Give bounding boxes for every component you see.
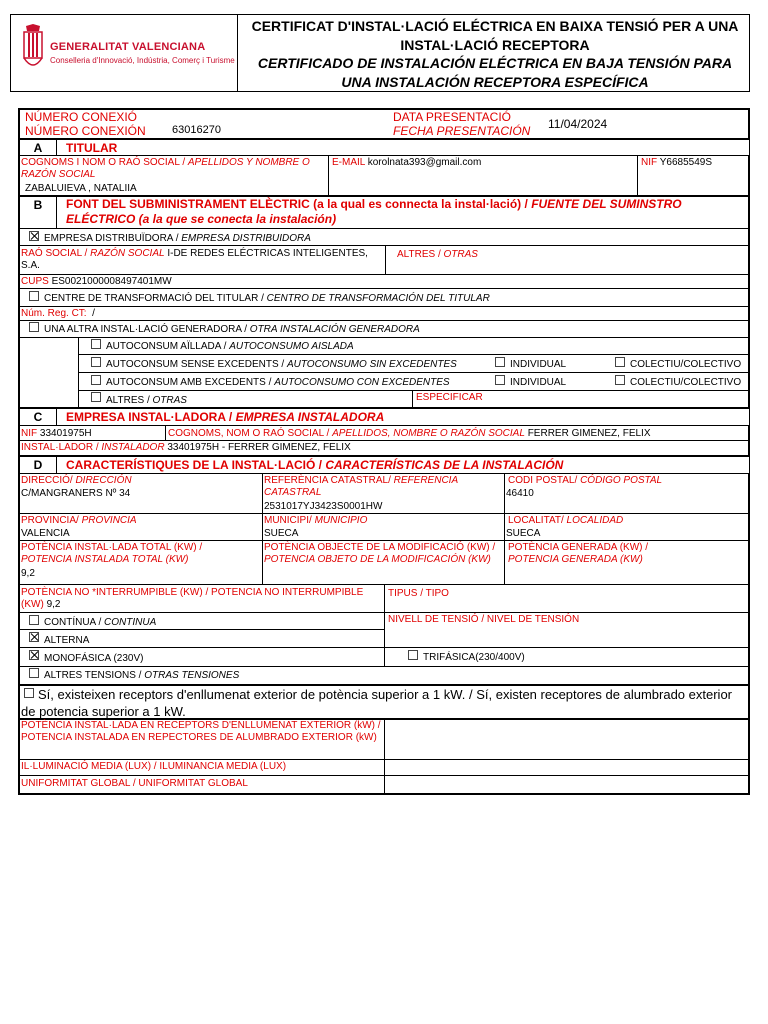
continua-checkbox[interactable] <box>29 615 39 625</box>
titular-nif: NIF Y6685549S <box>641 157 712 168</box>
autoconsum-sense-label: AUTOCONSUM SENSE EXCEDENTS / AUTOCONSUMO SIN EXCEDENTES <box>106 359 457 370</box>
section-a-header <box>20 140 749 156</box>
altres-tensions-checkbox[interactable] <box>29 668 39 678</box>
altra-generadora-label: UNA ALTRA INSTAL·LACIÓ GENERADORA / OTRA INSTALACIÓN GENERADORA <box>44 324 420 335</box>
referencia-catastral-label: REFERÈNCIA CATASTRAL/ REFERENCIA CATASTRAL <box>264 475 458 498</box>
sense-individual-checkbox[interactable] <box>495 357 505 367</box>
amb-individual-label: INDIVIDUAL <box>510 377 567 388</box>
titular-name-label: COGNOMS I NOM O RAÓ SOCIAL / APELLIDOS Y NOMBRE O RAZÓN SOCIAL <box>21 157 310 180</box>
amb-colectiu-label: COLECTIU/COLECTIVO <box>630 377 742 388</box>
autoconsum-amb-label: AUTOCONSUM AMB EXCEDENTS / AUTOCONSUMO CON EXCEDENTES <box>106 377 450 388</box>
section-d-header <box>20 457 749 473</box>
org-name: GENERALITAT VALENCIANA <box>50 41 206 53</box>
section-letter: A <box>33 141 43 155</box>
gv-logo <box>20 24 46 80</box>
autoconsum-sense-checkbox[interactable] <box>91 357 101 367</box>
empresa-distribuidora-label: EMPRESA DISTRIBUÏDORA / EMPRESA DISTRIBUIDORA <box>44 233 311 244</box>
provincia-value: VALENCIA <box>21 528 70 539</box>
empresa-distribuidora-checkbox[interactable] <box>29 231 39 241</box>
continua-label: CONTÍNUA / CONTINUA <box>44 617 157 628</box>
municipi-label: MUNICIPI/ MUNICIPIO <box>264 515 368 526</box>
autoconsum-aillada-checkbox[interactable] <box>91 339 101 349</box>
trifasica-label: TRIFÁSICA(230/400V) <box>423 652 525 663</box>
num-conexion-es: NÚMERO CONEXIÓN <box>25 124 146 138</box>
alterna-checkbox[interactable] <box>29 632 39 642</box>
direccio-value: C/MANGRANERS Nº 34 <box>21 488 131 499</box>
nivell-tensio-label: NIVELL DE TENSIÓ / NIVEL DE TENSIÓN <box>388 614 580 625</box>
section-b-header <box>20 197 749 227</box>
titular-email: E-MAIL korolnata393@gmail.com <box>332 157 482 168</box>
potencia-total-label: POTÈNCIA INSTAL·LADA TOTAL (KW) / POTENCIA INSTALADA TOTAL (KW) <box>21 542 203 565</box>
num-conexion-value: 63016270 <box>172 124 221 136</box>
direccio-label: DIRECCIÓ/ DIRECCIÓN <box>21 475 132 486</box>
trifasica-checkbox[interactable] <box>408 650 418 660</box>
instaladora-name: COGNOMS, NOM O RAÓ SOCIAL / APELLIDOS, NOMBRE O RAZÓN SOCIAL FERRER GIMENEZ, FELIX <box>168 428 651 439</box>
amb-individual-checkbox[interactable] <box>495 375 505 385</box>
altres-generadora-label: ALTRES / OTRAS <box>106 395 187 406</box>
section-letter: B <box>33 198 43 212</box>
data-presentacio-ca: DATA PRESENTACIÓ <box>393 110 512 124</box>
sense-colectiu-checkbox[interactable] <box>615 357 625 367</box>
razon-social-row: RAÓ SOCIAL / RAZÓN SOCIAL I-DE REDES ELÉCTRICAS INTELIGENTES, <box>21 248 368 259</box>
localitat-label: LOCALITAT/ LOCALIDAD <box>508 515 624 526</box>
fecha-presentacion-es: FECHA PRESENTACIÓN <box>393 124 531 138</box>
section-title: CARACTERÍSTIQUES DE LA INSTAL·LACIÓ / CARACTERÍSTICAS DE LA INSTALACIÓN <box>66 458 564 472</box>
titular-name-value: ZABALUIEVA , NATALIIA <box>25 183 137 194</box>
instalador-row: INSTAL·LADOR / INSTALADOR 33401975H - FERRER GIMENEZ, FELIX <box>21 442 351 453</box>
sense-individual-label: INDIVIDUAL <box>510 359 567 370</box>
monofasica-label: MONOFÁSICA (230V) <box>44 653 144 664</box>
especificar-label: ESPECIFICAR <box>416 392 483 403</box>
provincia-label: PROVINCIA/ PROVINCIA <box>21 515 137 526</box>
title-es: CERTIFICADO DE INSTALACIÓN ELÉCTRICA EN BAJA TENSIÓN PARA UNA INSTALACIÓN RECEPTORA ESPECÍFICA <box>257 55 733 90</box>
altres-tensions-label: ALTRES TENSIONS / OTRAS TENSIONES <box>44 670 240 681</box>
alterna-label: ALTERNA <box>44 635 90 646</box>
coat-of-arms-icon <box>20 24 46 80</box>
org-dept: Conselleria d'Innovació, Indústria, Comerç i Turisme <box>50 56 235 65</box>
instaladora-nif: NIF 33401975H <box>21 428 92 439</box>
num-conexio-ca: NÚMERO CONEXIÓ <box>25 110 138 124</box>
section-letter: D <box>33 458 43 472</box>
altres-label: ALTRES / OTRAS <box>397 249 478 260</box>
uniformitat-global-label: UNIFORMITAT GLOBAL / UNIFORMITAT GLOBAL <box>21 778 248 789</box>
razon-social-value-2: S.A. <box>21 260 40 271</box>
autoconsum-amb-checkbox[interactable] <box>91 375 101 385</box>
potencia-generada-label: POTÈNCIA GENERADA (KW) / POTENCIA GENERADA (KW) <box>508 542 649 565</box>
section-title: EMPRESA INSTAL·LADORA / EMPRESA INSTALADORA <box>66 410 385 424</box>
section-letter: C <box>33 410 43 424</box>
municipi-value: SUECA <box>264 528 299 539</box>
potencia-enllumenat-label: POTÈNCIA INSTAL·LADA EN RECEPTORS D'ENLLUMENAT EXTERIOR (kW) / POTENCIA INSTALADA EN REPECTORES DE ALUMBRADO EXTERIOR (kW) <box>21 720 381 743</box>
centre-transformacio-label: CENTRE DE TRANSFORMACIÓ DEL TITULAR / CENTRO DE TRANSFORMACIÓN DEL TITULAR <box>44 293 490 304</box>
sense-colectiu-label: COLECTIU/COLECTIVO <box>630 359 742 370</box>
autoconsum-aillada-label: AUTOCONSUM AÏLLADA / AUTOCONSUMO AISLADA <box>106 341 354 352</box>
section-title: TITULAR <box>66 141 118 155</box>
altres-generadora-checkbox[interactable] <box>91 392 101 402</box>
num-reg-ct: Núm. Reg. CT: / <box>21 308 95 319</box>
potencia-total-value: 9,2 <box>21 568 35 579</box>
section-c-header <box>20 409 749 425</box>
fecha-value: 11/04/2024 <box>548 117 608 131</box>
referencia-catastral-value: 2531017YJ3423S0001HW <box>264 501 383 512</box>
no-interrumpible-row: POTÈNCIA NO *INTERRUMPIBLE (KW) / POTENCIA NO INTERRUMPIBLE (KW) 9,2 <box>21 587 364 610</box>
potencia-modificacio-label: POTÈNCIA OBJECTE DE LA MODIFICACIÓ (KW) / POTENCIA OBJETO DE LA MODIFICACIÓN (KW) <box>264 542 496 565</box>
cups-row: CUPS ES0021000008497401MW <box>21 276 172 287</box>
tipus-label: TIPUS / TIPO <box>388 588 449 599</box>
title-ca: CERTIFICAT D'INSTAL·LACIÓ ELÉCTRICA EN BAIXA TENSIÓ PER A UNA INSTAL·LACIÓ RECEPTORA <box>251 18 739 53</box>
iluminacio-media-label: IL·LUMINACIÓ MEDIA (LUX) / ILUMINANCIA MEDIA (LUX) <box>21 761 287 772</box>
codi-postal-label: CODI POSTAL/ CÓDIGO POSTAL <box>508 475 663 486</box>
centre-transformacio-checkbox[interactable] <box>29 291 39 301</box>
receptors-exterior-text: Sí, existeixen receptors d'enllumenat exterior de potència superior a 1 kW. / Sí, existen receptores de alumbrado exterior de potencia superior a 1 kW. <box>21 687 733 719</box>
altra-generadora-checkbox[interactable] <box>29 322 39 332</box>
amb-colectiu-checkbox[interactable] <box>615 375 625 385</box>
monofasica-checkbox[interactable] <box>29 650 39 660</box>
section-title: FONT DEL SUBMINISTRAMENT ELÈCTRIC (a la qual es connecta la instal·lació) / FUENTE DEL SUMINSTRO ELÉCTRICO (a la que se conecta la instalación) <box>66 197 682 226</box>
localitat-value: SUECA <box>506 528 541 539</box>
codi-postal-value: 46410 <box>506 488 534 499</box>
